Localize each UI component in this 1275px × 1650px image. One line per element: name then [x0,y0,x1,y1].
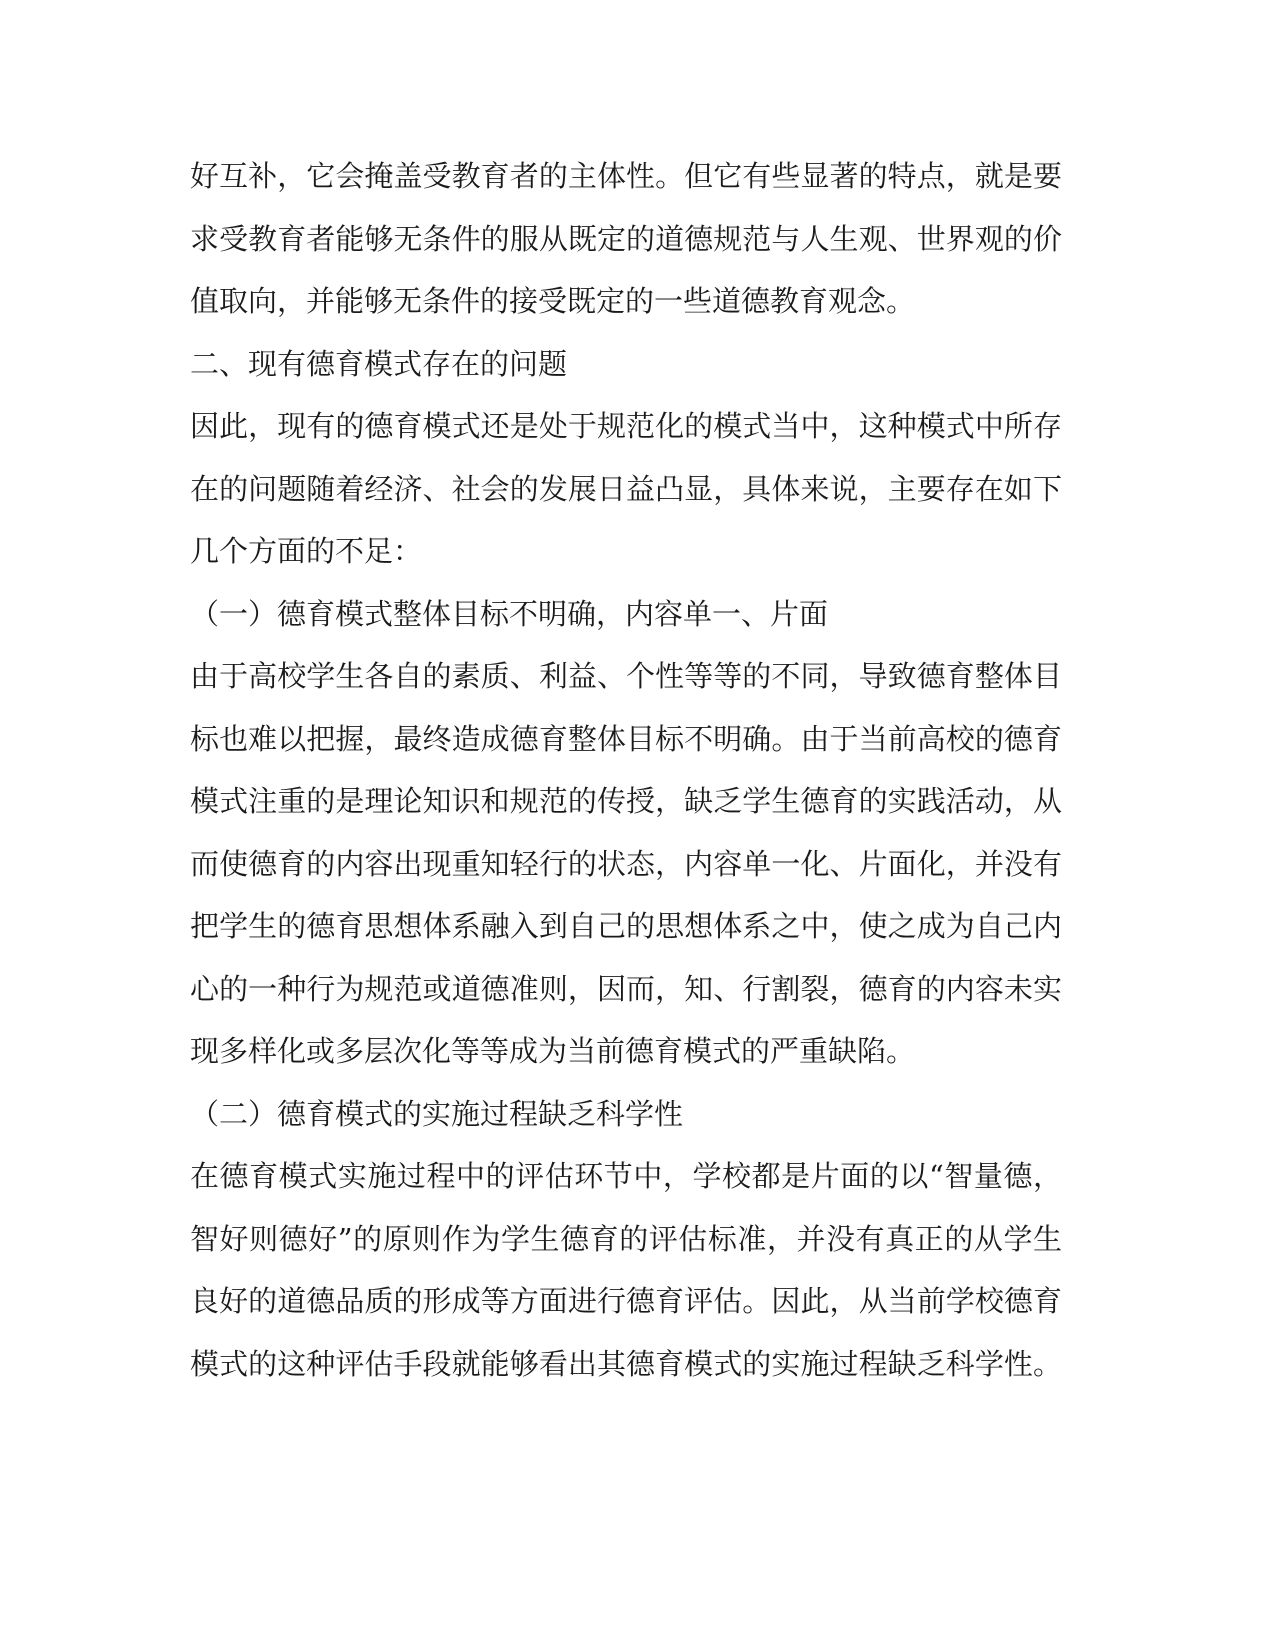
text-line: 好互补，它会掩盖受教育者的主体性。但它有些显著的特点，就是要 [190,159,1062,193]
text-line: 心的一种行为规范或道德准则，因而，知、行割裂，德育的内容未实 [190,972,1062,1006]
text-line: 由于高校学生各自的素质、利益、个性等等的不同，导致德育整体目 [190,659,1062,693]
text-line: 标也难以把握，最终造成德育整体目标不明确。由于当前高校的德育 [190,722,1062,756]
text-line: 现多样化或多层次化等等成为当前德育模式的严重缺陷。 [190,1034,916,1068]
text-line: 求受教育者能够无条件的服从既定的道德规范与人生观、世界观的价 [190,222,1062,256]
text-line: 良好的道德品质的形成等方面进行德育评估。因此，从当前学校德育 [190,1284,1062,1318]
subsection-heading: （二）德育模式的实施过程缺乏科学性 [190,1097,684,1131]
text-line: 值取向，并能够无条件的接受既定的一些道德教育观念。 [190,284,916,318]
text-line: 而使德育的内容出现重知轻行的状态，内容单一化、片面化，并没有 [190,847,1062,881]
text-line: 因此，现有的德育模式还是处于规范化的模式当中，这种模式中所存 [190,409,1062,443]
text-line: 把学生的德育思想体系融入到自己的思想体系之中，使之成为自己内 [190,909,1062,943]
section-heading: 二、现有德育模式存在的问题 [190,347,568,381]
text-line: 模式注重的是理论知识和规范的传授，缺乏学生德育的实践活动，从 [190,784,1062,818]
subsection-heading: （一）德育模式整体目标不明确，内容单一、片面 [190,597,829,631]
text-line: 几个方面的不足： [190,534,423,568]
text-line: 模式的这种评估手段就能够看出其德育模式的实施过程缺乏科学性。 [190,1347,1062,1381]
text-line: 智好则德好”的原则作为学生德育的评估标准，并没有真正的从学生 [190,1222,1062,1256]
text-line: 在的问题随着经济、社会的发展日益凸显，具体来说，主要存在如下 [190,472,1062,506]
text-line: 在德育模式实施过程中的评估环节中，学校都是片面的以“智量德， [190,1159,1062,1193]
